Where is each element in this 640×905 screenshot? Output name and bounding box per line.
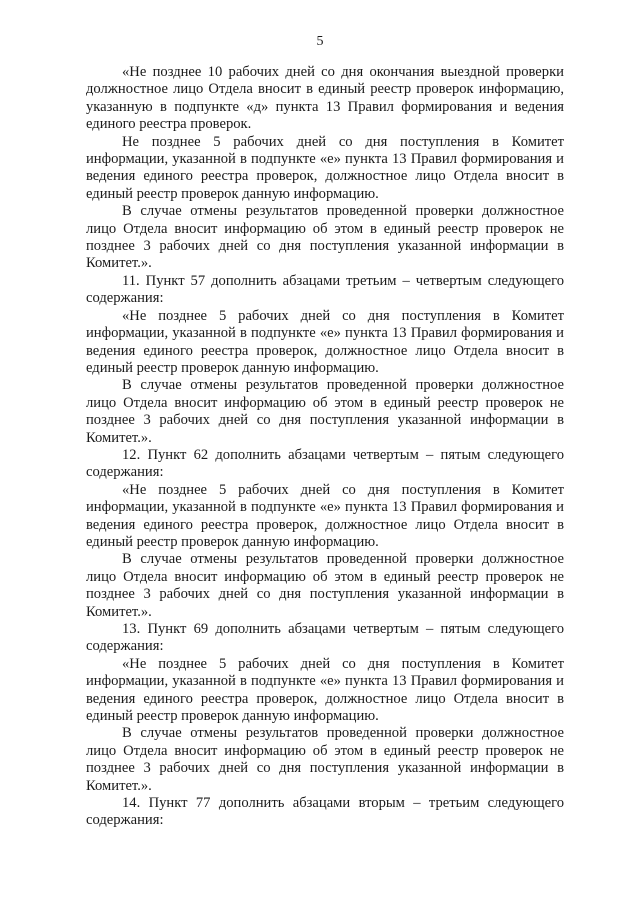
paragraph-item-11: 11. Пункт 57 дополнить абзацами третьим – четвертым следующего содержания:	[86, 272, 564, 307]
paragraph-12: В случае отмены результатов проведенной проверки должностное лицо Отдела вносит информацию об этом в единый реестр проверок не позднее 3 рабочих дней со дня поступления указанной информации в Комитет.».	[86, 725, 564, 794]
paragraph-6: В случае отмены результатов проведенной проверки должностное лицо Отдела вносит информацию об этом в единый реестр проверок не позднее 3 рабочих дней со дня поступления указанной информации в Комитет.».	[86, 377, 564, 446]
page-number: 5	[316, 34, 324, 49]
paragraph-1: «Не позднее 10 рабочих дней со дня окончания выездной проверки должностное лицо Отдела вносит в единый реестр проверок информацию, указанную в подпункте «д» пункта 13 Правил формирования и ведения единого реестра проверок.	[86, 64, 564, 133]
paragraph-9: В случае отмены результатов проведенной проверки должностное лицо Отдела вносит информацию об этом в единый реестр проверок не позднее 3 рабочих дней со дня поступления указанной информации в Комитет.».	[86, 551, 564, 620]
paragraph-item-13: 13. Пункт 69 дополнить абзацами четвертым – пятым следующего содержания:	[86, 621, 564, 655]
paragraph-2: Не позднее 5 рабочих дней со дня поступления в Комитет информации, указанной в подпункте «е» пункта 13 Правил формирования и ведения единого реестра проверок, должностное лицо Отдела вносит в единый реестр проверок данную информацию.	[86, 133, 564, 202]
paragraph-5: «Не позднее 5 рабочих дней со дня поступления в Комитет информации, указанной в подпункте «е» пункта 13 Правил формирования и ведения единого реестра проверок, должностное лицо Отдела вносит в единый реестр проверок данную информацию.	[86, 307, 564, 376]
paragraph-3: В случае отмены результатов проведенной проверки должностное лицо Отдела вносит информацию об этом в единый реестр проверок не позднее 3 рабочих дней со дня поступления указанной информации в Комитет.».	[86, 203, 564, 272]
paragraph-8: «Не позднее 5 рабочих дней со дня поступления в Комитет информации, указанной в подпункте «е» пункта 13 Правил формирования и ведения единого реестра проверок, должностное лицо Отдела вносит в единый реестр проверок данную информацию.	[86, 481, 564, 550]
paragraph-11: «Не позднее 5 рабочих дней со дня поступления в Комитет информации, указанной в подпункте «е» пункта 13 Правил формирования и ведения единого реестра проверок, должностное лицо Отдела вносит в единый реестр проверок данную информацию.	[86, 655, 564, 725]
paragraph-item-12: 12. Пункт 62 дополнить абзацами четвертым – пятым следующего содержания:	[86, 446, 564, 481]
paragraph-item-14: 14. Пункт 77 дополнить абзацами вторым – третьим следующего содержания:	[86, 795, 564, 829]
document-body	[86, 64, 564, 830]
